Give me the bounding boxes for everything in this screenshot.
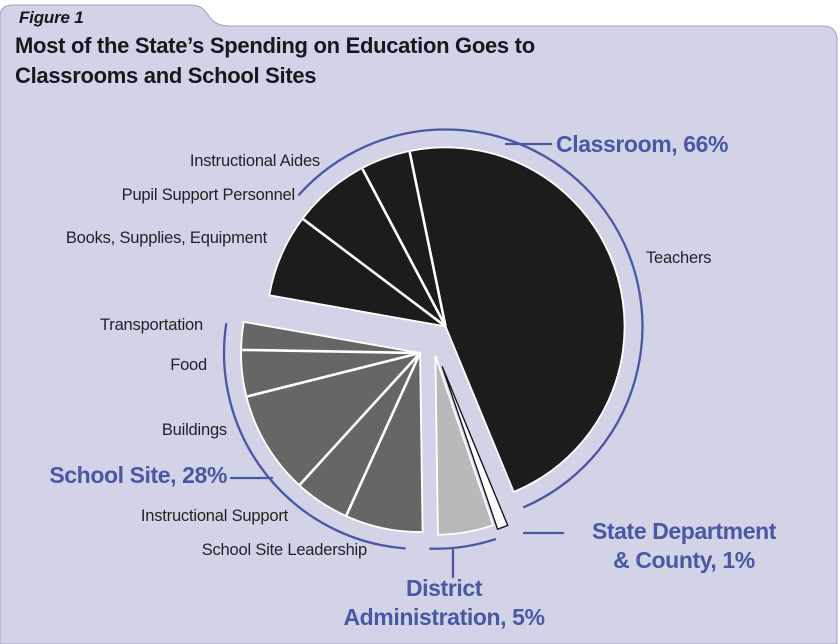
figure-title-line1: Most of the State’s Spending on Education Goes to	[15, 33, 535, 58]
label-district-line2: Administration, 5%	[343, 604, 545, 630]
label-buildings: Buildings	[161, 421, 227, 439]
label-district-group	[336, 574, 552, 632]
figure-number: Figure 1	[19, 8, 84, 27]
label-school-site-group: School Site, 28%	[49, 462, 227, 488]
label-school-site-leadership: School Site Leadership	[201, 541, 367, 559]
label-district-line1: District	[405, 575, 483, 601]
label-state-line2: & County, 1%	[613, 547, 755, 573]
label-food: Food	[170, 356, 207, 374]
label-instructional-support: Instructional Support	[140, 507, 288, 525]
label-instructional-aides: Instructional Aides	[189, 152, 320, 170]
label-pupil-support-personnel: Pupil Support Personnel	[121, 186, 295, 204]
label-transportation: Transportation	[100, 316, 203, 334]
label-classroom-group: Classroom, 66%	[556, 131, 729, 157]
label-teachers: Teachers	[646, 249, 712, 267]
label-state-group	[560, 517, 808, 575]
label-books-supplies-equipment: Books, Supplies, Equipment	[65, 229, 267, 247]
figure-title	[15, 31, 535, 91]
label-state-line1: State Department	[591, 518, 777, 544]
figure-title-line2: Classrooms and School Sites	[15, 63, 317, 88]
